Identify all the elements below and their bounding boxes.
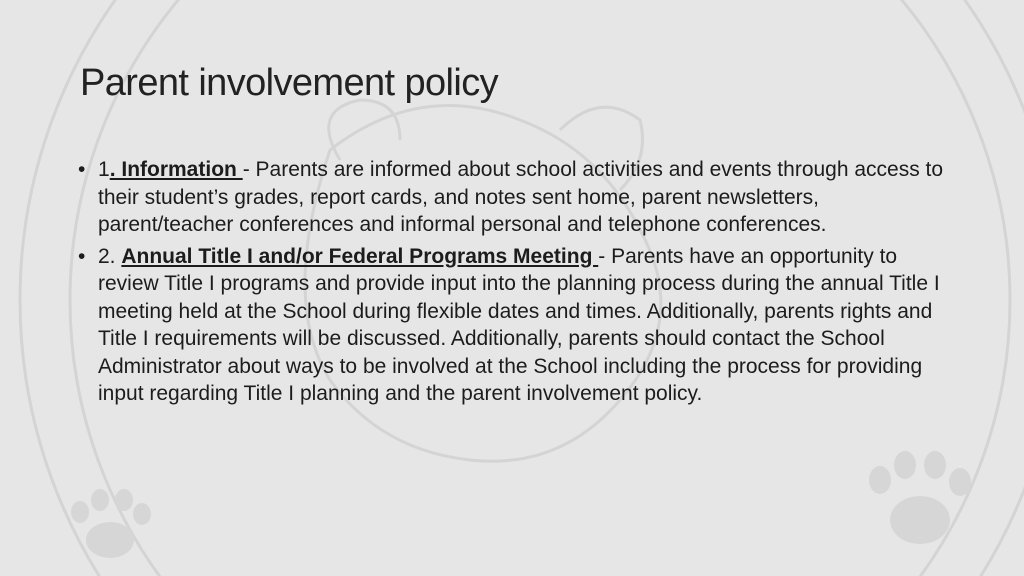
bullet-number: 1	[98, 158, 110, 181]
crest-tiger-ear-left	[329, 100, 400, 160]
bullet-item-information	[78, 156, 958, 239]
bullet-dot: •	[78, 158, 86, 181]
slide-title: Parent involvement policy	[80, 62, 498, 104]
bullet-dot: •	[78, 244, 86, 268]
bullet-separator: -	[242, 158, 256, 181]
bullet-body: Parents have an opportunity to review Title I programs and provide input into the planning process during the annual Title I meeting held at the School during flexible dates and times. Additionally, parents rights and Title I requirements will be discussed. Additionally, parents should contact the School Administrator about ways to be involved at the School including the process for providing input regarding Title I planning and the parent involvement policy.	[98, 244, 940, 405]
paw-print-watermark	[869, 451, 971, 544]
bullet-body: Parents are informed about school activities and events through access to their student’s grades, report cards, and notes sent home, parent newsletters, parent/teacher conferences and informal personal and telephone conferences.	[98, 158, 944, 236]
bullet-number: 2.	[98, 244, 122, 268]
bullet-list	[78, 156, 958, 412]
bullet-heading: . Information	[109, 158, 243, 181]
bullet-separator: -	[598, 244, 612, 268]
bullet-heading: Annual Title I and/or Federal Programs Meeting	[121, 244, 599, 268]
bullet-item-annual-meeting	[78, 243, 958, 408]
